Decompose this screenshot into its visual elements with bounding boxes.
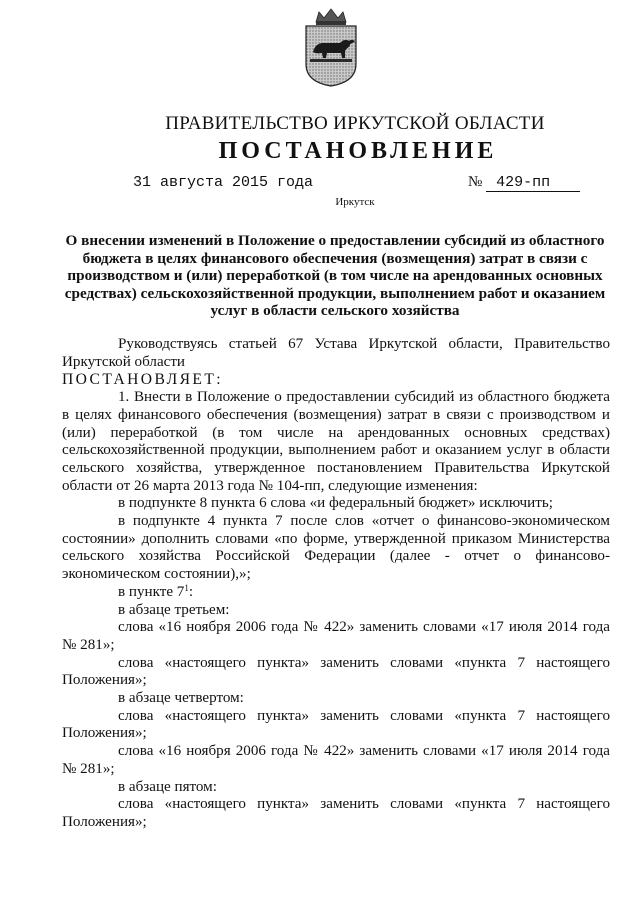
- paragraph-3-change-a: слова «16 ноября 2006 года № 422» заменить словами «17 июля 2014 года № 281»;: [62, 619, 610, 653]
- paragraph-4-label: в абзаце четвертом:: [118, 690, 244, 707]
- item-1-paragraph: 1. Внести в Положение о предоставлении субсидий из областного бюджета в целях финансового обеспечения (возмещения) затрат в связи с производством и (или) переработкой (в том числе на арендованных основных средствах) сельскохозяйственной продукции, выполнением работ и оказанием услуг в области сельского хозяйства, утвержденное постановлением Правительства Иркутской области от 26 марта 2013 года № 104-пп, следующие изменения:: [62, 389, 610, 494]
- resolve-word: ПОСТАНОВЛЯЕТ:: [62, 371, 224, 389]
- preamble-paragraph: Руководствуясь статьей 67 Устава Иркутской области, Правительство Иркутской области: [62, 336, 610, 370]
- point-7-colon: :: [188, 583, 194, 600]
- paragraph-3-change-b: слова «настоящего пункта» заменить словами «пункта 7 настоящего Положения»;: [62, 654, 610, 689]
- point-7-superscript: 1: [184, 582, 189, 593]
- document-heading: О внесении изменений в Положение о предоставлении субсидий из областного бюджета в целях финансового обеспечения (возмещения) затрат в связи с производством и (или) переработкой (в том числе на арендованных основных средствах) сельскохозяйственной продукции, выполнением работ и оказанием услуг в области сельского хозяйства: [64, 232, 606, 320]
- paragraph-3-label: в абзаце третьем:: [118, 601, 230, 618]
- number-sign: №: [468, 174, 483, 190]
- change-2-paragraph: в подпункте 4 пункта 7 после слов «отчет о финансово-экономическом состоянии» дополнить словами «по форме, утвержденной приказом Министерства сельского хозяйства Российской Федерации (далее - отчет о финансово-экономическом состоянии),»;: [62, 513, 610, 583]
- document-number-block: [468, 174, 580, 192]
- document-number: 429-пп: [486, 175, 580, 192]
- point-7-1-paragraph: [62, 584, 610, 602]
- document-city: Иркутск: [335, 196, 375, 208]
- paragraph-5-change-a: слова «настоящего пункта» заменить словами «пункта 7 настоящего Положения»;: [62, 796, 610, 830]
- change-1-paragraph: в подпункте 8 пункта 6 слова «и федеральный бюджет» исключить;: [118, 495, 553, 512]
- government-name: ПРАВИТЕЛЬСТВО ИРКУТСКОЙ ОБЛАСТИ: [165, 113, 545, 134]
- point-7-text: в пункте 7: [118, 583, 185, 600]
- document-type-title: ПОСТАНОВЛЕНИЕ: [218, 138, 498, 164]
- document-body: [62, 336, 610, 832]
- paragraph-4-change-b: слова «16 ноября 2006 года № 422» заменить словами «17 июля 2014 года № 281»;: [62, 743, 610, 777]
- paragraph-4-change-a: слова «настоящего пункта» заменить словами «пункта 7 настоящего Положения»;: [62, 707, 610, 742]
- paragraph-5-label: в абзаце пятом:: [118, 778, 217, 795]
- document-date: 31 августа 2015 года: [133, 174, 314, 191]
- coat-of-arms-icon: [300, 6, 362, 88]
